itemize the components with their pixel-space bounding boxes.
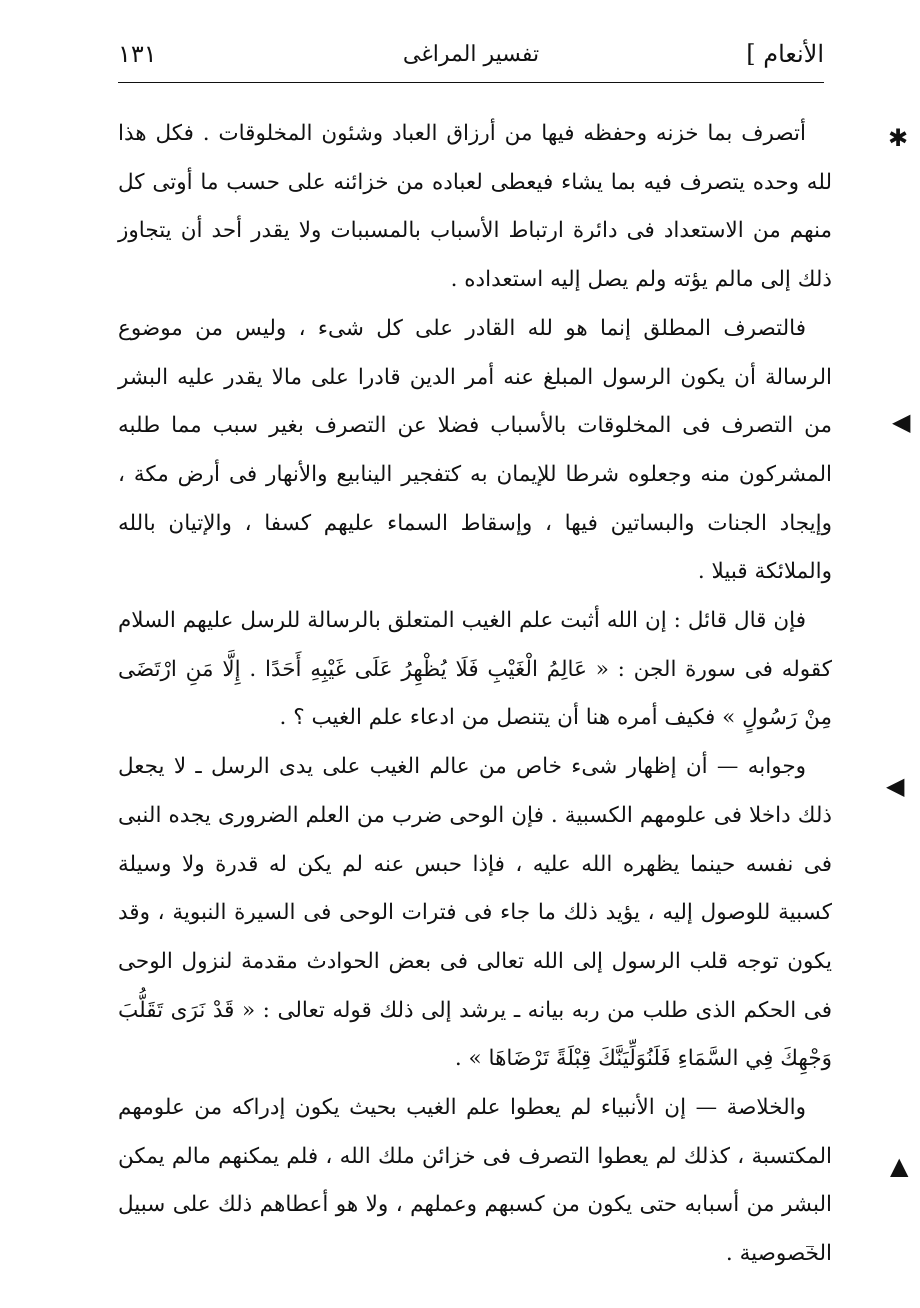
body-text [118,110,832,1279]
margin-star-icon: ✱ [888,124,909,152]
paragraph-2: فالتصرف المطلق إنما هو لله القادر على كل شىء ، وليس من موضوع الرسالة أن يكون الرسول المبلغ عنه أمر الدين قادرا على مالا يقدر عليه البشر من التصرف فى المخلوقات بالأسباب فضلا عن التصرف بغير سبب مما طلبه المشركون منه وجعلوه شرطا للإيمان به كتفجير الينابيع والأنهار فى أرض مكة ، وإيجاد الجنات والبساتين فيها ، وإسقاط السماء عليهم كسفا ، والإتيان بالله والملائكة قبيلا . [118,315,832,585]
end-dash [806,1246,814,1247]
margin-pointer-icon: ◀ [886,772,905,800]
surah-name: الأنعام ] [746,40,824,68]
margin-triangle-icon: ▲ [890,1152,909,1180]
running-header [118,34,824,78]
page-number: ١٣١ [118,40,157,68]
paragraph-4: وجوابه — أن إظهار شىء خاص من عالم الغيب على يدى الرسل ـ لا يجعل ذلك داخلا فى علومهم الكسبية . فإن الوحى ضرب من العلم الضرورى يجده النبى فى نفسه حينما يظهره الله عليه ، فإذا حبس عنه لم يكن له قدرة ولا وسيلة كسبية للوصول إليه ، يؤيد ذلك ما جاء فى فترات الوحى فى السيرة النبوية ، وقد يكون توجه قلب الرسول إلى الله تعالى فى بعض الحوادث مقدمة لنزول الوحى فى الحكم الذى طلب من ربه بيانه ـ يرشد إلى ذلك قوله تعالى : « قَدْ نَرَى تَقَلُّبَ وَجْهِكَ فِي السَّمَاءِ فَلَنُوَلِّيَنَّكَ قِبْلَةً تَرْضَاهَا » . [118,754,832,1072]
paragraph-5: والخلاصة — إن الأنبياء لم يعطوا علم الغيب بحيث يكون إدراكه من علومهم المكتسبة ، كذلك لم يعطوا التصرف فى خزائن ملك الله ، فلم يمكنهم مالم يمكن البشر من أسبابه حتى يكون من كسبهم وعملهم ، ولا هو أعطاهم ذلك على سبيل الخصوصية . [118,1095,832,1267]
margin-pointer-icon: ◀ [892,408,911,436]
book-title: تفسير المراغى [402,42,540,67]
header-rule [118,82,824,83]
paragraph-3: فإن قال قائل : إن الله أثبت علم الغيب المتعلق بالرسالة للرسل عليهم السلام كقوله فى سورة الجن : « عَالِمُ الْغَيْبِ فَلَا يُظْهِرُ عَلَى غَيْبِهِ أَحَدًا . إِلَّا مَنِ ارْتَضَى مِنْ رَسُولٍ » فكيف أمره هنا أن يتنصل من ادعاء علم الغيب ؟ . [118,608,832,731]
paragraph-1: أتصرف بما خزنه وحفظه فيها من أرزاق العباد وشئون المخلوقات . فكل هذا لله وحده يتصرف فيه بما يشاء فيعطى لعباده من خزائنه على حسب ما أوتى كل منهم من الاستعداد فى دائرة ارتباط الأسباب بالمسببات ولا يقدر أحد أن يتجاوز ذلك إلى مالم يؤته ولم يصل إليه استعداده . [118,121,832,293]
